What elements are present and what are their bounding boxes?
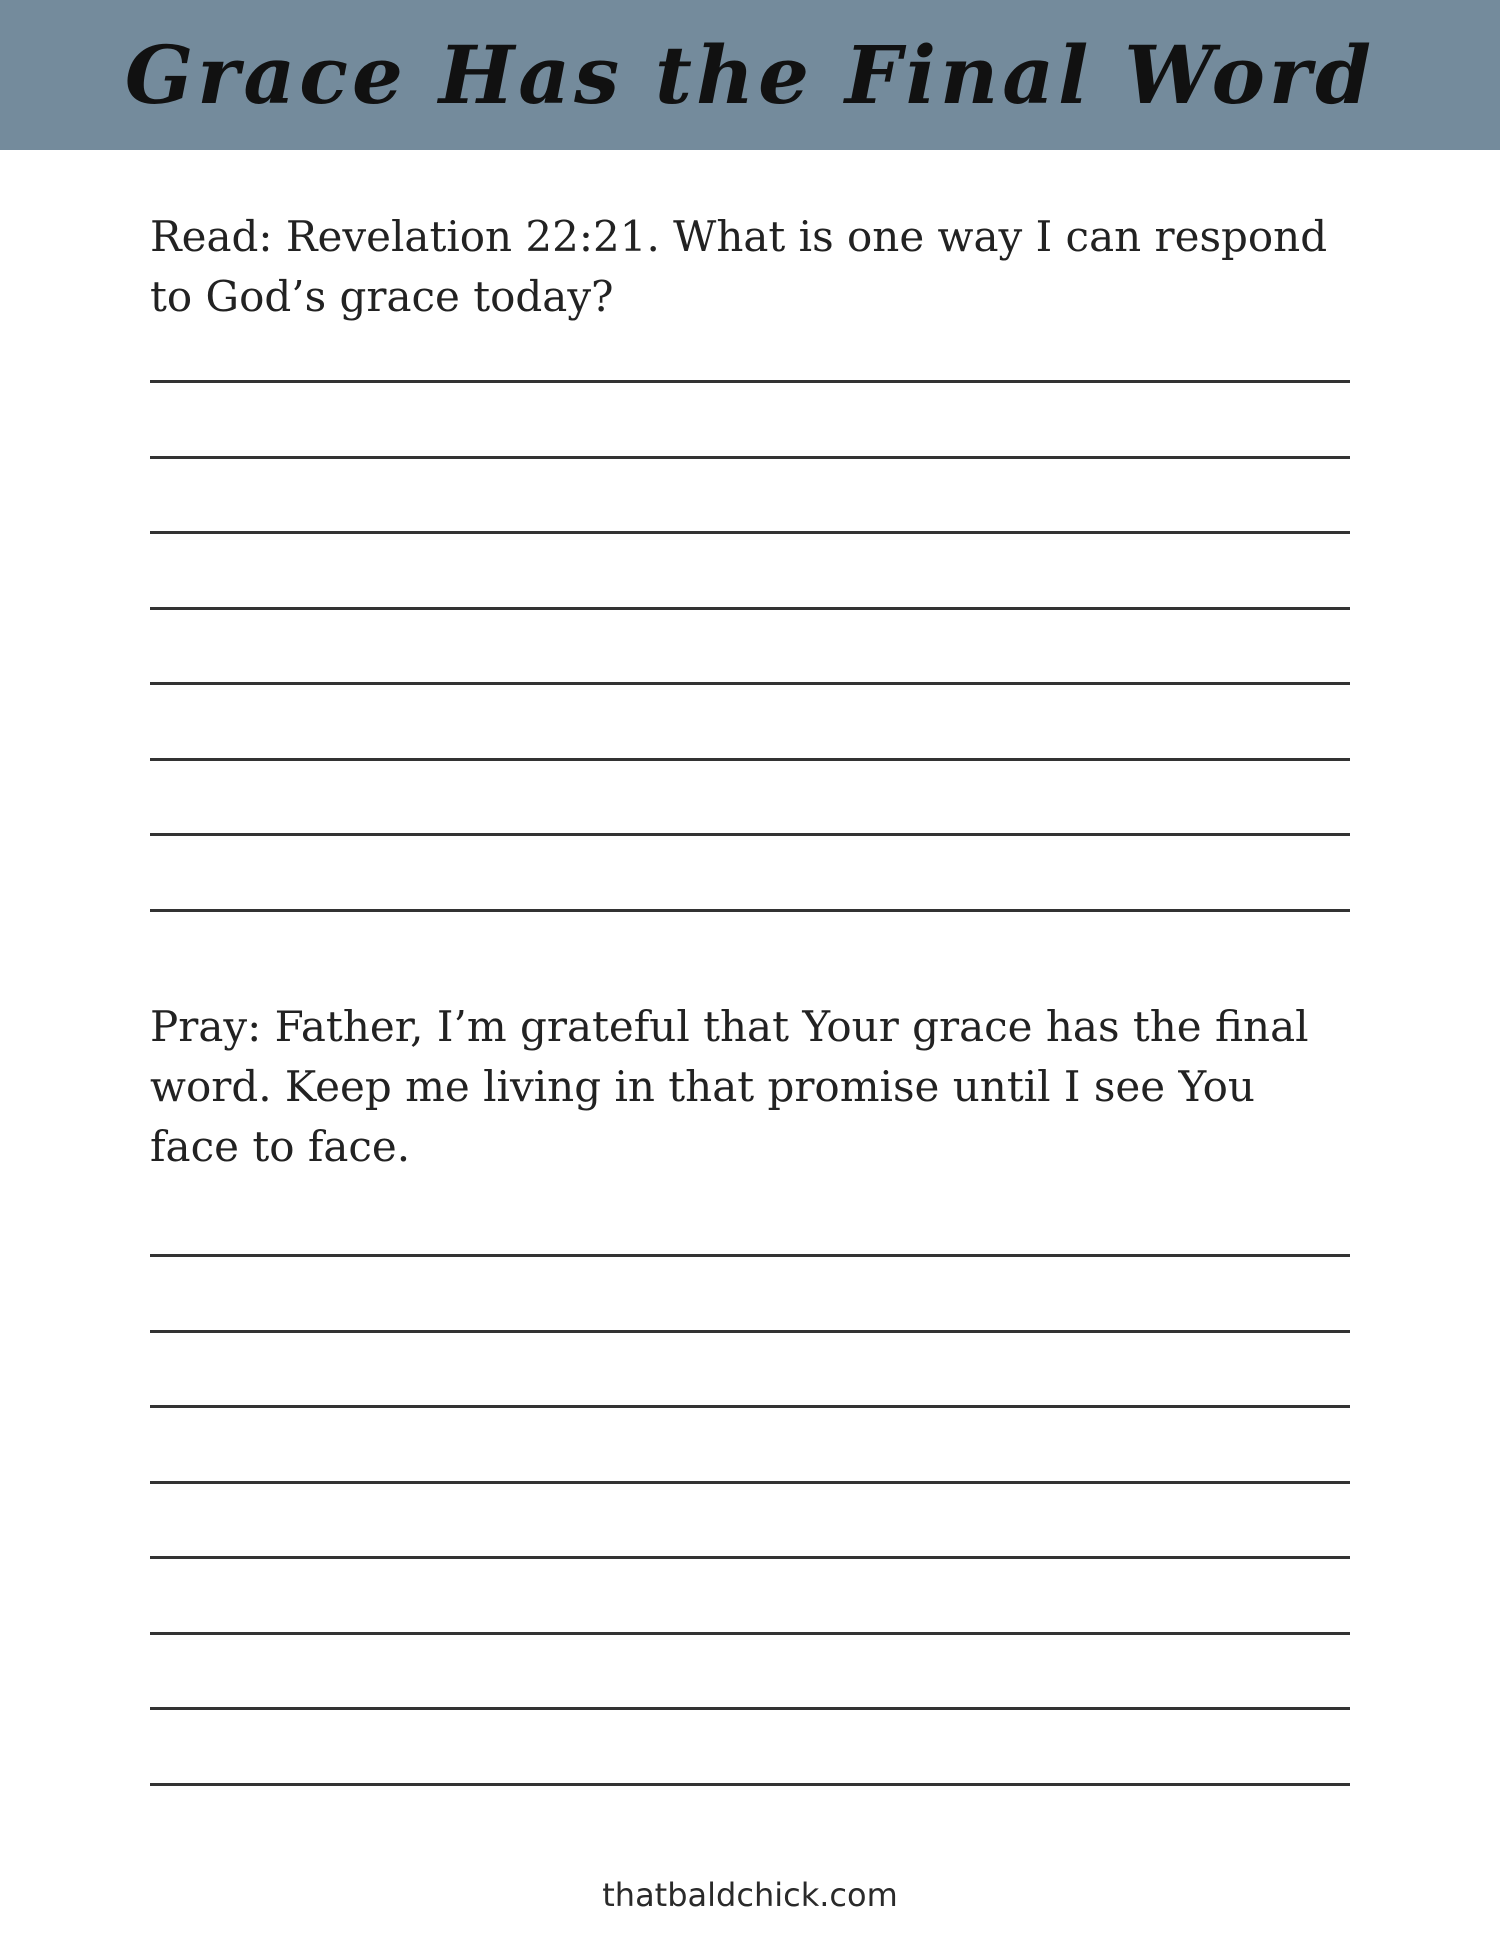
writing-line	[150, 682, 1350, 685]
writing-line	[150, 1254, 1350, 1257]
writing-line	[150, 1481, 1350, 1484]
read-prompt: Read: Revelation 22:21. What is one way I can respond to God’s grace today?	[150, 212, 1328, 321]
writing-line	[150, 909, 1350, 912]
writing-line	[150, 531, 1350, 534]
read-writing-lines	[150, 380, 1350, 984]
pray-prompt: Pray: Father, I’m grateful that Your grace has the final word. Keep me living in that promise until I see You face to face.	[150, 1002, 1309, 1171]
writing-line	[150, 1707, 1350, 1710]
writing-line	[150, 456, 1350, 459]
writing-line	[150, 758, 1350, 761]
writing-line	[150, 380, 1350, 383]
writing-line	[150, 833, 1350, 836]
footer-site: thatbaldchick.com	[602, 1876, 898, 1914]
header-band	[0, 0, 1500, 150]
pray-writing-lines	[150, 1254, 1350, 1858]
writing-line	[150, 1783, 1350, 1786]
writing-line	[150, 1330, 1350, 1333]
page-title: Grace Has the Final Word	[124, 28, 1376, 122]
writing-line	[150, 1632, 1350, 1635]
writing-line	[150, 1556, 1350, 1559]
writing-line	[150, 607, 1350, 610]
writing-line	[150, 1405, 1350, 1408]
